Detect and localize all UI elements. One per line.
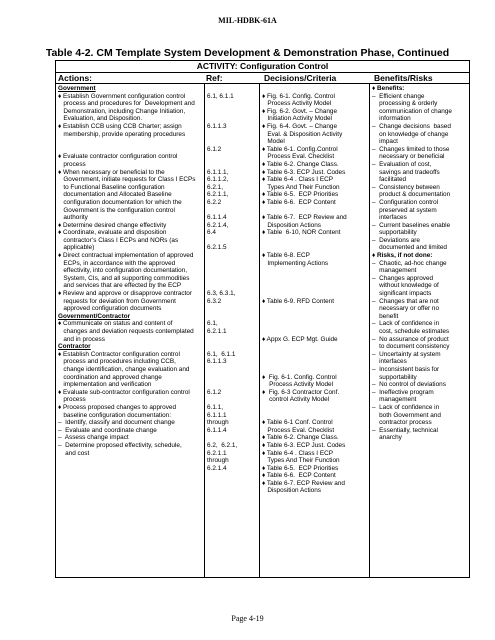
benefit-line: information	[372, 115, 411, 123]
decision-line: Process Activity Model	[262, 381, 334, 389]
benefit-line: – Changes limited to those	[372, 145, 450, 153]
ref-line: 6.2.1.4,	[207, 221, 229, 229]
ref-line: 6.1,	[207, 320, 218, 328]
benefit-line: impact	[372, 138, 398, 146]
decision-line: ♦ Table 6-7. ECP Review and	[262, 214, 347, 222]
action-line: and in process	[58, 335, 105, 343]
benefit-line: anarchy	[372, 434, 402, 442]
decision-line: Disposition Actions	[262, 487, 321, 495]
decision-line: ♦ Table 6-6. ECP Content	[262, 472, 336, 480]
decision-line: ♦ Table 6-3. ECP Just. Codes	[262, 441, 346, 449]
ref-line	[207, 275, 237, 283]
ref-line: 6.1.1.3	[207, 358, 227, 366]
ref-line: 6.2.1.4	[207, 464, 227, 472]
decision-line	[262, 320, 347, 328]
ref-line	[207, 100, 237, 108]
decision-line: ♦ Fig. 6-3 Contractor Conf.	[262, 388, 340, 396]
benefit-line: interfaces	[372, 358, 407, 366]
column-header-actions: Actions:	[58, 73, 92, 83]
ref-line: 6.1.1.4	[207, 426, 227, 434]
action-line: configuration documentation for which the	[58, 198, 182, 206]
decision-line: Model	[262, 138, 285, 146]
benefit-line: – Evaluation of cost,	[372, 160, 432, 168]
action-line: Government, initiate requests for Class I ECPs	[58, 176, 196, 184]
benefit-line: ♦ Benefits:	[372, 85, 405, 92]
ref-line	[207, 252, 237, 260]
decision-line: Implementing Actions	[262, 259, 329, 267]
decision-line	[262, 412, 347, 420]
ref-line: 6.3.2	[207, 297, 222, 305]
column-header-decisions: Decisions/Criteria	[264, 73, 337, 83]
decision-line: ♦ Table 6-7. ECP Review and	[262, 479, 345, 487]
benefit-line: documented and limited	[372, 244, 447, 252]
column-divider	[259, 83, 260, 577]
benefits-column	[372, 85, 452, 442]
benefit-line: cost, schedule estimates	[372, 328, 450, 335]
ref-line: 6.2, 6.2.1,	[207, 441, 238, 449]
action-line: ♦ Establish Contractor configuration control	[58, 350, 180, 358]
benefit-line: significant impacts	[372, 290, 432, 298]
benefit-line: – Inconsistent basis for	[372, 365, 440, 373]
decision-line: Types And Their Function	[262, 457, 340, 465]
ref-line	[207, 131, 237, 139]
decision-line: ♦ Fig. 6-1. Config. Control	[262, 92, 335, 100]
action-line: Contractor	[58, 343, 91, 351]
decision-line	[262, 275, 347, 283]
ref-line	[207, 153, 237, 161]
decision-line	[262, 313, 347, 321]
ref-line: 6.1.1.4	[207, 214, 227, 222]
benefit-line: processing & orderly	[372, 100, 438, 108]
action-line: applicable)	[58, 244, 95, 252]
action-line: Demonstration, including Change Initiation,	[58, 107, 186, 115]
decision-line: Initiation Activity Model	[262, 115, 332, 123]
ref-line	[207, 207, 237, 215]
action-line: approved configuration documents	[58, 305, 162, 313]
ref-line: 6.2.1.1	[207, 449, 227, 457]
decision-line: ♦ Table 6-8. ECP	[262, 252, 310, 260]
column-header-benefits: Benefits/Risks	[374, 73, 433, 83]
action-line: effectivity, into configuration documentation,	[58, 267, 188, 275]
ref-line	[207, 260, 237, 268]
benefit-line: management	[372, 396, 417, 404]
benefit-line: both Government and	[372, 411, 441, 419]
action-line: requests for deviation from Government	[58, 297, 176, 305]
benefit-line: – Lack of confidence in	[372, 403, 440, 411]
ref-line: 6.2.1.1	[207, 328, 227, 335]
action-line: – Evaluate and coordinate change	[58, 426, 157, 434]
benefit-line: necessary or offer no	[372, 305, 440, 313]
decision-line	[262, 358, 347, 366]
decision-line	[262, 290, 347, 298]
decision-line	[262, 351, 347, 359]
action-line: – Identify, classify and document change	[58, 419, 175, 427]
ref-line: 6.2.1.1,	[207, 191, 229, 199]
decision-line: Disposition Actions	[262, 221, 321, 229]
decision-line	[262, 305, 347, 313]
action-line: Government is the configuration control	[58, 206, 175, 214]
decision-line: Types And Their Function	[262, 183, 340, 191]
decision-line: ♦ Table 6-2. Change Class.	[262, 434, 339, 442]
benefit-line: – Configuration control	[372, 198, 439, 206]
ref-line: 6.1.1.1	[207, 411, 227, 419]
ref-line	[207, 161, 237, 169]
decision-line: ♦ Table 6-1 Conf. Control	[262, 419, 333, 427]
action-line: Government/Contractor	[58, 312, 131, 320]
table-title: Table 4-2. CM Template System Development & Demonstration Phase, Continued	[45, 47, 450, 59]
benefit-line: – Change decisions based	[372, 122, 451, 130]
ref-line	[207, 305, 237, 313]
ref-line	[207, 85, 237, 93]
ref-line: 6.1.1.1,	[207, 168, 229, 176]
decision-line	[262, 237, 347, 245]
ref-line	[207, 336, 237, 344]
ref-line: 6.4	[207, 229, 216, 237]
benefit-line: – Current baselines enable	[372, 221, 451, 229]
benefit-line: on knowledge of change	[372, 130, 449, 138]
ref-line: 6.1.1.2,	[207, 176, 229, 184]
action-line: authority	[58, 214, 88, 222]
ref-line: through	[207, 457, 229, 465]
benefit-line: management	[372, 267, 417, 275]
action-line: – Assess change impact	[58, 434, 129, 442]
action-line: Government	[58, 85, 96, 92]
ref-line	[207, 381, 237, 389]
ref-line	[207, 237, 237, 245]
benefit-line: benefit	[372, 312, 399, 320]
column-divider	[204, 83, 205, 577]
page-number: Page 4-19	[231, 614, 264, 623]
decision-line: ♦ Fig. 6-2. Govt. – Change	[262, 107, 338, 115]
decision-line: ♦ Fig. 6-4. Govt. – Change	[262, 122, 338, 130]
action-line: process and procedures including CCB,	[58, 358, 176, 366]
decision-line: ♦ Table 6-9. RFD Content	[262, 297, 335, 305]
decision-line	[262, 244, 347, 252]
decision-line	[262, 366, 347, 374]
ref-line	[207, 108, 237, 116]
activity-row: ACTIVITY: Configuration Control	[56, 61, 469, 73]
action-line: ♦ Review and approve or disapprove contractor	[58, 290, 192, 298]
ref-line: 6.2.1.5	[207, 244, 227, 252]
action-line: process	[58, 160, 86, 168]
benefit-line: preserved at system	[372, 206, 437, 214]
benefit-line: – Deviations are	[372, 236, 420, 244]
ref-line: 6.2.1,	[207, 183, 223, 191]
action-line: – Determine proposed effectivity, schedule,	[58, 441, 182, 449]
decision-line: Process Eval. Checklist	[262, 153, 335, 161]
decision-line: ♦ Table 6-5. ECP Priorities	[262, 464, 339, 472]
action-line: ♦ Direct contractual implementation of approved	[58, 252, 194, 260]
ref-line: 6.2.2	[207, 198, 222, 206]
decision-line: ♦ Table 6-3. ECP Just. Codes	[262, 168, 346, 176]
decision-line	[262, 404, 347, 412]
decision-line: Process Eval. Checklist	[262, 426, 335, 434]
benefit-line: – Ineffective program	[372, 388, 434, 396]
action-line: membership, provide operating procedures	[58, 130, 186, 138]
column-divider	[369, 83, 370, 577]
benefit-line: supportability	[372, 229, 417, 237]
ref-line	[207, 366, 237, 374]
action-line: ECPs, in accordance with the approved	[58, 259, 176, 267]
action-line: implementation and verification	[58, 381, 152, 389]
benefit-line: – Changes approved	[372, 274, 434, 282]
ref-line	[207, 343, 237, 351]
decision-line	[262, 85, 347, 93]
action-line: coordination and approved change	[58, 373, 162, 381]
benefit-line: – No assurance of product	[372, 335, 449, 343]
decision-line: control Activity Model	[262, 396, 330, 404]
benefit-line: savings and tradeoffs	[372, 168, 440, 176]
action-line: ♦ When necessary or beneficial to the	[58, 168, 165, 176]
ref-line	[207, 434, 237, 442]
benefit-line: – Efficient change	[372, 92, 425, 100]
actions-column	[58, 85, 195, 457]
action-line: ♦ Establish CCB using CCB Charter; assign	[58, 122, 182, 130]
benefit-line: – Essentially, technical	[372, 426, 438, 434]
action-line: process	[58, 396, 86, 404]
action-line: and cost	[58, 449, 90, 457]
action-line: Evaluation, and Disposition.	[58, 115, 143, 123]
ref-line	[207, 374, 237, 382]
action-line	[58, 138, 195, 146]
decision-line: ♦ Table 6-2. Change Class.	[262, 160, 339, 168]
ref-column	[207, 85, 237, 472]
ref-line: through	[207, 419, 229, 427]
decision-line: Eval. & Disposition Activity	[262, 130, 343, 138]
action-line: and services that are effected by the ECP	[58, 282, 182, 290]
action-line: ♦ Coordinate, evaluate and disposition	[58, 229, 167, 237]
action-line: ♦ Determine desired change effectivity	[58, 221, 167, 229]
benefit-line: facilitated	[372, 176, 407, 184]
header-divider	[56, 83, 469, 84]
action-line: changes and deviation requests contemplated	[58, 328, 194, 335]
action-line: ♦ Evaluate sub-contractor configuration control	[58, 388, 190, 396]
decision-line	[262, 343, 347, 351]
action-line: ♦ Evaluate contractor configuration control	[58, 153, 178, 161]
decision-line: ♦ Table 6-10, NOR Content	[262, 229, 341, 237]
ref-line: 6.1, 6.1.1	[207, 92, 234, 100]
action-line: change identification, change evaluation and	[58, 365, 190, 373]
decision-line: ♦ Table 6-6. ECP Content	[262, 198, 336, 206]
column-header-ref: Ref:	[206, 73, 223, 83]
action-line: baseline configuration documentation:	[58, 411, 171, 419]
action-line: documentation and Allocated Baseline	[58, 191, 172, 199]
decisions-column	[262, 85, 347, 495]
action-line: ♦ Process proposed changes to approved	[58, 403, 177, 411]
decision-line: ♦ Table 6-5. ECP Priorities	[262, 191, 339, 199]
benefit-line: to document consistency	[372, 343, 450, 351]
benefit-line: – Lack of confidence in	[372, 320, 440, 328]
decision-line: ♦ Fig. 6-1. Config. Control	[262, 373, 337, 381]
benefit-line: ♦ Risks, if not done:	[372, 252, 433, 260]
ref-line: 6.3, 6.3.1,	[207, 290, 236, 298]
ref-line	[207, 267, 237, 275]
ref-line	[207, 282, 237, 290]
action-line: ♦ Establish Government configuration control	[58, 92, 186, 100]
ref-line	[207, 396, 237, 404]
ref-line: 6.1.1.3	[207, 122, 227, 130]
action-line: System, CIs, and all supporting commodities	[58, 274, 190, 282]
decision-line	[262, 207, 347, 215]
benefit-line: – Consistency between	[372, 183, 440, 191]
action-line: process and procedures for Development and	[58, 100, 195, 108]
benefit-line: contractor process	[372, 419, 432, 427]
ref-line: 6.1, 6.1.1	[207, 350, 236, 358]
action-line	[58, 146, 195, 154]
benefit-line: supportability	[372, 373, 417, 381]
decision-line: ♦ Table 6-1. Config.Control	[262, 145, 338, 153]
benefit-line: – No control of deviations	[372, 381, 446, 389]
ref-line: 6.1.2	[207, 145, 222, 153]
benefit-line: necessary or beneficial	[372, 153, 445, 161]
decision-line: ♦ Appx G. ECP Mgt. Guide	[262, 335, 338, 343]
decision-line	[262, 267, 347, 275]
decision-line: Process Activity Model	[262, 100, 332, 108]
ref-line	[207, 313, 237, 321]
ref-line	[207, 138, 237, 146]
decision-line	[262, 328, 347, 336]
benefit-line: communication of change	[372, 107, 452, 115]
benefit-line: – Chaotic, ad-hoc change	[372, 259, 447, 267]
ref-line: 6.1.2	[207, 388, 222, 396]
decision-line: ♦ Table 6-4 . Class I ECP	[262, 449, 333, 457]
ref-line: 6.1.1,	[207, 403, 223, 411]
benefit-line: interfaces	[372, 214, 407, 222]
benefit-line: – Changes that are not	[372, 297, 439, 305]
benefit-line: – Uncertainty at system	[372, 350, 441, 358]
action-line: contractor’s Class I ECPs and NORs (as	[58, 236, 179, 244]
decision-line: ♦ Table 6-4 . Class I ECP	[262, 176, 333, 184]
benefit-line: without knowledge of	[372, 282, 439, 290]
benefit-line: product & documentation	[372, 191, 451, 199]
action-line: ♦ Communicate on status and content of	[58, 320, 173, 328]
cm-template-table	[55, 60, 470, 578]
action-line: to Functional Baseline configuration	[58, 183, 165, 191]
document-id-header: MIL-HDBK-61A	[218, 16, 277, 25]
decision-line	[262, 282, 347, 290]
ref-line	[207, 115, 237, 123]
